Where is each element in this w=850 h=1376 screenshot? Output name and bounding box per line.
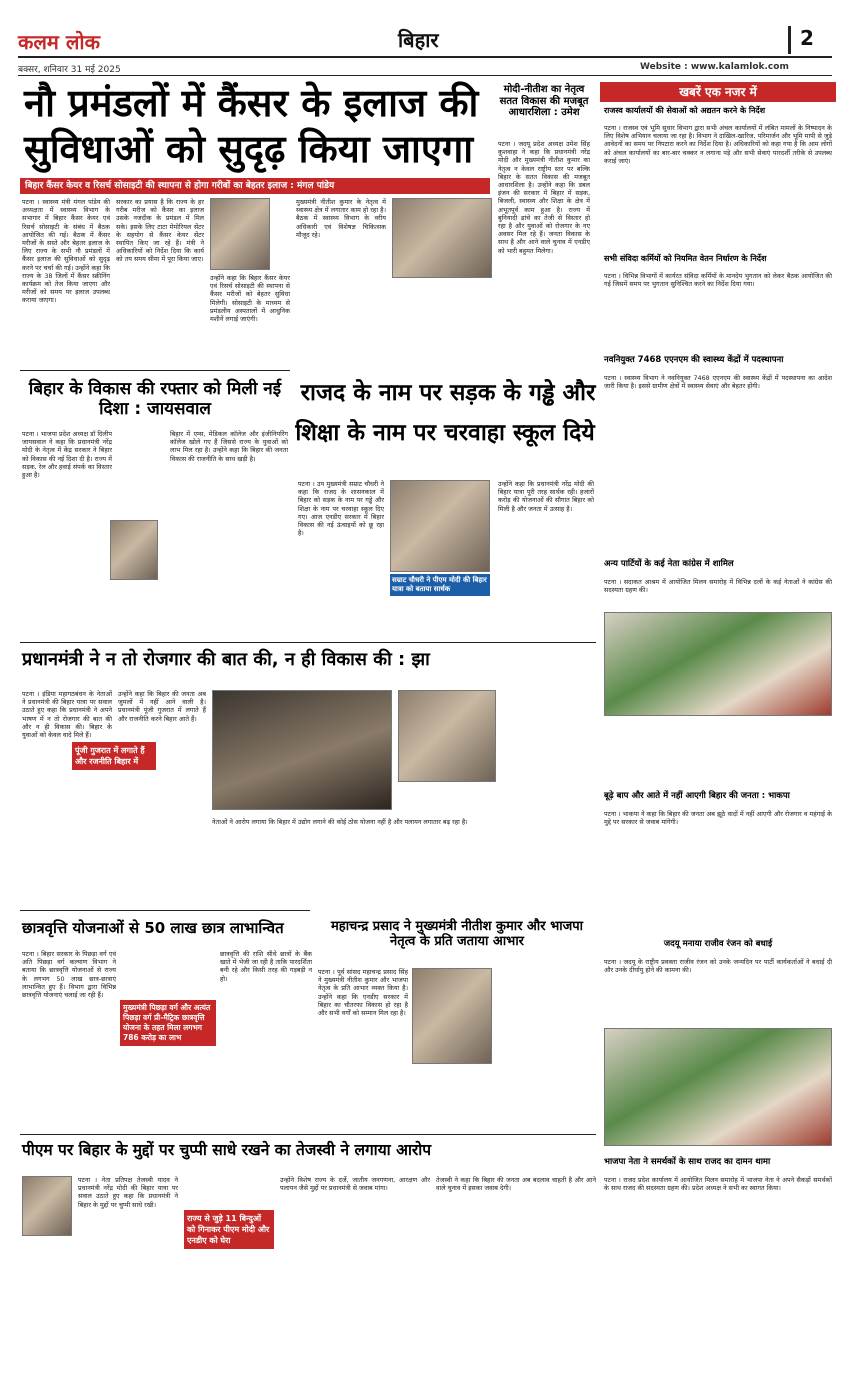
page-number: 2 bbox=[800, 26, 814, 50]
congress-joining-photo bbox=[604, 612, 832, 716]
lead-column-1: पटना । स्वास्थ्य मंत्री मंगल पांडेय की अध्यक्षता में स्वास्थ्य विभाग के सभागार में बिहार कैंसर केयर एवं रिसर्च सोसाइटी के संबंध में बैठक आयोजित की गई। बैठक में कैंसर मरीजों के सस्ते और बेहतर इलाज के लिए राज्य के सभी नौ प्रमंडलों में कैंसर इलाज की सुविधाओं को सुदृढ़ करने पर चर्चा की गई। उन्होंने कहा कि राज्य के 38 जिलों में कैंसर स्क्रीनिंग कार्यक्रम को तेज किया जाएगा और मरीजों को समय पर इलाज उपलब्ध कराया जाएगा। bbox=[22, 198, 110, 305]
masthead-rule-bottom bbox=[18, 75, 832, 76]
sidebar-item4-headline: अन्य पार्टियों के कई नेता कांग्रेस में शामिल bbox=[604, 559, 734, 569]
rajad-body-a: पटना । उप मुख्यमंत्री सम्राट चौधरी ने कहा कि राजद के शासनकाल में बिहार को सड़क के नाम पर गड्ढे और शिक्षा के नाम पर चरवाहा स्कूल दिए गए। आज एनडीए सरकार में बिहार विकास की नई ऊंचाइयों को छू रहा है। bbox=[298, 480, 384, 538]
lead-column-3: उन्होंने कहा कि बिहार कैंसर केयर एवं रिसर्च सोसाइटी की स्थापना से कैंसर मरीजों को बेहतर सुविधा मिलेगी। सोसाइटी के माध्यम से प्रमंडलीय अस्पतालों में आधुनिक मशीनें लगाई जाएंगी। bbox=[210, 274, 290, 324]
modi-nitish-photo bbox=[392, 198, 492, 278]
mahachandra-photo bbox=[412, 968, 492, 1064]
jha-headline: प्रधानमंत्री ने न तो रोजगार की बात की, न ही विकास की : झा bbox=[22, 649, 430, 670]
scholarship-body-b: छात्रवृत्ति की राशि सीधे छात्रों के बैंक खाते में भेजी जा रही है ताकि पारदर्शिता बनी रहे और किसी तरह की गड़बड़ी न हो। bbox=[220, 950, 312, 983]
tejashwi-top-rule bbox=[20, 1134, 596, 1135]
jha-top-rule bbox=[20, 642, 596, 643]
rajad-body-b: उन्होंने कहा कि प्रधानमंत्री नरेंद्र मोदी की बिहार यात्रा पूरी तरह सार्थक रही। हजारों करोड़ की योजनाओं की सौगात बिहार को मिली है और जनता में उत्साह है। bbox=[498, 480, 594, 513]
dateline: बक्सर, शनिवार 31 मई 2025 bbox=[18, 65, 121, 75]
jaiswal-top-rule bbox=[20, 370, 290, 371]
sidebar-item6-body: पटना । जदयू के राष्ट्रीय प्रवक्ता राजीव रंजन को उनके जन्मदिन पर पार्टी कार्यकर्ताओं ने बधाई दी और उनके दीर्घायु होने की कामना की। bbox=[604, 958, 832, 975]
rajad-photo-caption: सम्राट चौधरी ने पीएम मोदी की बिहार यात्रा को बताया सार्थक bbox=[390, 574, 490, 596]
sidebar-item7-headline: भाजपा नेता ने समर्थकों के साथ राजद का दामन थामा bbox=[604, 1157, 771, 1167]
lead-column-2: सरकार का प्रयास है कि राज्य के हर गरीब मरीज को कैंसर का इलाज उसके नजदीक के प्रमंडल में मिल सके। इसके लिए टाटा मेमोरियल सेंटर के सहयोग से कैंसर केयर सेंटर स्थापित किए जा रहे हैं। मंत्री ने अधिकारियों को निर्देश दिया कि कार्य को तय समय सीमा में पूरा किया जाए। bbox=[116, 198, 204, 264]
jaiswal-headline: बिहार के विकास की रफ्तार को मिली नई दिशा : जायसवाल bbox=[28, 379, 282, 419]
mahachandra-body: पटना । पूर्व सांसद महाचन्द्र प्रसाद सिंह ने मुख्यमंत्री नीतीश कुमार और भाजपा नेतृत्व के प्रति आभार व्यक्त किया है। उन्होंने कहा कि एनडीए सरकार में बिहार का चौतरफा विकास हो रहा है और सभी वर्गों को सम्मान मिल रहा है। bbox=[318, 968, 408, 1018]
tejashwi-highlight-box: राज्य से जुड़े 11 बिन्दुओं को गिनाकर पीएम मोदी और एनडीए को घेरा bbox=[184, 1210, 274, 1249]
sidebar-item5-headline: बूढ़े बाप और आते में नहीं आएगी बिहार की जनता : भाकपा bbox=[604, 791, 790, 801]
jaiswal-body-b: बिहार में एम्स, मेडिकल कॉलेज और इंजीनियरिंग कॉलेज खोले गए हैं जिससे राज्य के युवाओं को लाभ मिल रहा है। उन्होंने कहा कि बिहार की जनता विकास की राजनीति के साथ खड़ी है। bbox=[170, 430, 288, 463]
scholarship-highlight-box: मुख्यमंत्री पिछड़ा वर्ग और अत्यंत पिछड़ा वर्ग प्री-मैट्रिक छात्रवृत्ति योजना के तहत मिला लगभग 786 करोड़ का लाभ bbox=[120, 1000, 216, 1046]
jha-portrait-photo bbox=[398, 690, 496, 782]
tejashwi-body-a: पटना । नेता प्रतिपक्ष तेजस्वी यादव ने प्रधानमंत्री नरेंद्र मोदी की बिहार यात्रा पर सवाल उठाते हुए कहा कि प्रधानमंत्री ने बिहार के मुद्दों पर चुप्पी साधे रखी। bbox=[78, 1176, 178, 1209]
rajad-headline-line1: राजद के नाम पर सड़क के गड्ढे और bbox=[300, 380, 596, 406]
section-label: बिहार bbox=[398, 28, 439, 52]
sidebar-item5-body: पटना । भाकपा ने कहा कि बिहार की जनता अब झूठे वादों में नहीं आएगी और रोजगार व महंगाई के मुद्दे पर सरकार से जवाब मांगेगी। bbox=[604, 810, 832, 827]
sidebar-title: खबरें एक नजर में bbox=[600, 82, 836, 102]
lead-column-4: मुख्यमंत्री नीतीश कुमार के नेतृत्व में स्वास्थ्य क्षेत्र में लगातार काम हो रहा है। बैठक में स्वास्थ्य विभाग के वरीय अधिकारी एवं विशेषज्ञ चिकित्सक मौजूद रहे। bbox=[296, 198, 386, 239]
jha-quote-box: पूंजी गुजरात में लगाते हैं और रजनीति बिहार में bbox=[72, 742, 156, 770]
sidebar-item4-body: पटना । सदाकत आश्रम में आयोजित मिलन समारोह में विभिन्न दलों के कई नेताओं ने कांग्रेस की सदस्यता ग्रहण की। bbox=[604, 578, 832, 595]
mangal-pandey-photo bbox=[210, 198, 270, 270]
masthead-divider bbox=[788, 26, 791, 54]
jha-body-a: पटना । इंडिया महागठबंधन के नेताओं ने प्रधानमंत्री की बिहार यात्रा पर सवाल उठाते हुए कहा कि प्रधानमंत्री ने अपने भाषण में न तो रोजगार की बात की और न ही विकास की। बिहार के युवाओं को केवल वादे मिले हैं। bbox=[22, 690, 112, 740]
scholarship-body-a: पटना । बिहार सरकार के पिछड़ा वर्ग एवं अति पिछड़ा वर्ग कल्याण विभाग ने बताया कि छात्रवृत्ति योजनाओं से राज्य के लगभग 50 लाख छात्र-छात्राएं लाभान्वित हुए हैं। विभाग द्वारा विभिन्न छात्रवृत्ति योजनाएं चलाई जा रही हैं। bbox=[22, 950, 116, 1000]
tejashwi-body-b: उन्होंने विशेष राज्य के दर्जे, जातीय जनगणना, आरक्षण और पलायन जैसे मुद्दों पर प्रधानमंत्री से जवाब मांगा। bbox=[280, 1176, 430, 1193]
sidebar-item1-body: पटना । राजस्व एवं भूमि सुधार विभाग द्वारा सभी अंचल कार्यालयों में लंबित मामलों के निष्पादन के लिए विशेष अभियान चलाया जा रहा है। विभाग ने दाखिल-खारिज, परिमार्जन और भूमि मापी से जुड़े आवेदनों का समय पर निपटारा करने का निर्देश दिया है। अधिकारियों को कहा गया है कि आम लोगों को अंचल कार्यालयों का बार-बार चक्कर न लगाना पड़े और सभी सेवाएं पारदर्शी तरीके से उपलब्ध कराई जाएं। bbox=[604, 124, 832, 165]
jha-body-c: नेताओं ने आरोप लगाया कि बिहार में उद्योग लगाने की कोई ठोस योजना नहीं है और पलायन लगातार बढ़ रहा है। bbox=[212, 818, 468, 826]
modi-nitish-body: पटना । जदयू प्रदेश अध्यक्ष उमेश सिंह कुशवाहा ने कहा कि प्रधानमंत्री नरेंद्र मोदी और मुख्यमंत्री नीतीश कुमार का नेतृत्व न केवल राष्ट्रीय स्तर पर बल्कि बिहार के सतत विकास की मजबूत आधारशिला है। उन्होंने कहा कि डबल इंजन की सरकार में बिहार में सड़क, बिजली, स्वास्थ्य और शिक्षा के क्षेत्र में अभूतपूर्व काम हुआ है। राज्य में बुनियादी ढांचे का तेजी से विस्तार हो रहा है और युवाओं को रोजगार के नए अवसर मिल रहे हैं। जनता विकास के साथ है और आने वाले चुनाव में एनडीए को भारी बहुमत मिलेगा। bbox=[498, 140, 590, 255]
sidebar-item3-headline: नवनियुक्त 7468 एएनएम की स्वास्थ्य केंद्रों में पदस्थापना bbox=[604, 355, 784, 365]
modi-nitish-headline: मोदी-नीतीश का नेतृत्व सतत विकास की मजबूत आधारशिला : उमेश bbox=[499, 84, 589, 118]
sidebar-item6-headline: जदयू मनाया राजीव रंजन को बधाई bbox=[663, 939, 773, 949]
sidebar-item7-body: पटना । राजद प्रदेश कार्यालय में आयोजित मिलन समारोह में भाजपा नेता ने अपने सैकड़ों समर्थकों के साथ राजद की सदस्यता ग्रहण की। प्रदेश अध्यक्ष ने सभी का स्वागत किया। bbox=[604, 1176, 832, 1193]
sidebar-item2-body: पटना । विभिन्न विभागों में कार्यरत संविदा कर्मियों के मानदेय भुगतान को लेकर बैठक आयोजित की गई जिसमें समय पर भुगतान सुनिश्चित करने का निर्देश दिया गया। bbox=[604, 272, 832, 289]
lead-headline-line1: नौ प्रमंडलों में कैंसर के इलाज की bbox=[24, 81, 479, 125]
jaiswal-photo bbox=[110, 520, 158, 580]
mahachandra-headline: महाचन्द्र प्रसाद ने मुख्यमंत्री नीतीश कुमार और भाजपा नेतृत्व के प्रति जताया आभार bbox=[331, 919, 583, 949]
lead-headline-line2: सुविधाओं को सुदृढ़ किया जाएगा bbox=[24, 127, 474, 171]
mahachandra-body-more bbox=[498, 968, 594, 1128]
masthead-rule bbox=[18, 56, 832, 58]
jha-body-b: उन्होंने कहा कि बिहार की जनता अब जुमलों में नहीं आने वाली है। प्रधानमंत्री पूंजी गुजरात में लगाते हैं और राजनीति करने बिहार आते हैं। bbox=[118, 690, 206, 723]
rajad-headline-line2: शिक्षा के नाम पर चरवाहा स्कूल दिये bbox=[295, 420, 595, 446]
tejashwi-headline: पीएम पर बिहार के मुद्दों पर चुप्पी साधे रखने का तेजस्वी ने लगाया आरोप bbox=[22, 1141, 432, 1159]
tejashwi-body-c: तेजस्वी ने कहा कि बिहार की जनता अब बदलाव चाहती है और आने वाले चुनाव में इसका जवाब देगी। bbox=[436, 1176, 596, 1193]
brand-logo: कलम लोक bbox=[18, 30, 100, 54]
samrat-choudhary-photo bbox=[390, 480, 490, 572]
rajiv-ranjan-photo bbox=[604, 1028, 832, 1146]
lead-strapline: बिहार कैंसर केयर व रिसर्च सोसाइटी की स्थापना से होगा गरीबों का बेहतर इलाज : मंगल पांडेय bbox=[20, 178, 490, 194]
sidebar-item1-headline: राजस्व कार्यालयों की सेवाओं को अद्यतन करने के निर्देश bbox=[604, 106, 766, 115]
website-url: Website : www.kalamlok.com bbox=[640, 62, 789, 72]
scholarship-headline: छात्रवृत्ति योजनाओं से 50 लाख छात्र लाभान्वित bbox=[22, 919, 284, 937]
jaiswal-body-a: पटना । भाजपा प्रदेश अध्यक्ष डॉ दिलीप जायसवाल ने कहा कि प्रधानमंत्री नरेंद्र मोदी के नेतृत्व में केंद्र सरकार ने बिहार को विकास की नई दिशा दी है। राज्य में सड़क, रेल और हवाई संपर्क का विस्तार हुआ है। bbox=[22, 430, 112, 480]
sidebar-item2-headline: सभी संविदा कर्मियों को नियमित वेतन निर्धारण के निर्देश bbox=[604, 254, 767, 263]
sidebar-item4-more bbox=[604, 720, 832, 780]
jha-press-photo bbox=[212, 690, 392, 810]
scholarship-top-rule bbox=[20, 910, 310, 911]
tejashwi-photo bbox=[22, 1176, 72, 1236]
sidebar-item3-body: पटना । स्वास्थ्य विभाग ने नवनियुक्त 7468 एएनएम की स्वास्थ्य केंद्रों में पदस्थापना का आदेश जारी किया है। इससे ग्रामीण क्षेत्रों में स्वास्थ्य सेवाएं और बेहतर होंगी। bbox=[604, 374, 832, 391]
